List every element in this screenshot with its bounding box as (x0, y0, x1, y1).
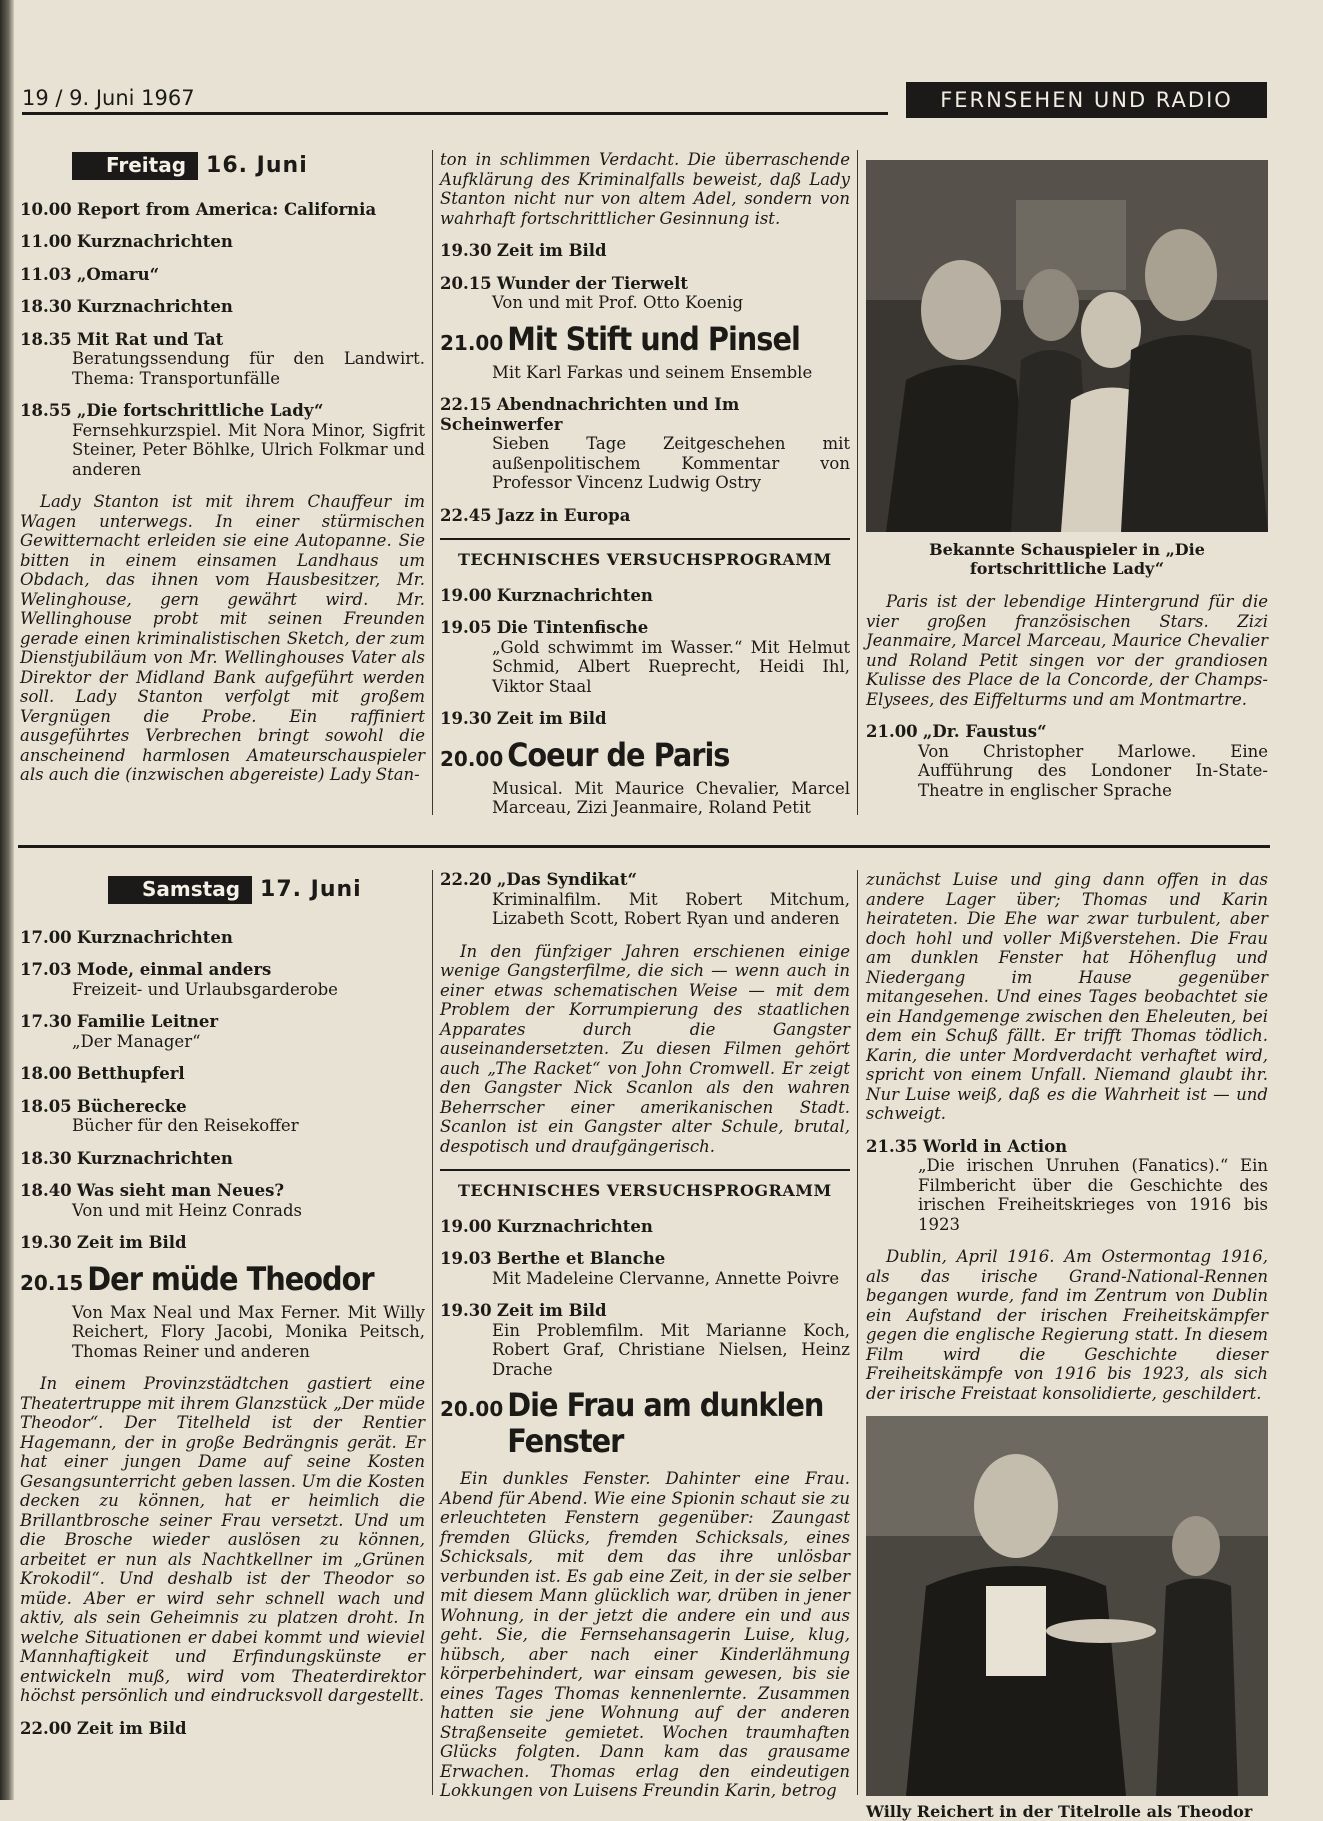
program-time: 18.55 (20, 401, 72, 420)
program-entry (440, 618, 850, 696)
program-time: 17.00 (20, 927, 72, 947)
friday-column-3 (866, 160, 1268, 813)
header-rule (22, 112, 888, 115)
program-title: Kurznachrichten (76, 232, 233, 251)
program-time: 19.00 (440, 585, 492, 605)
paris-text: Paris ist der lebendige Hintergrund für die vier großen französischen Stars. Zizi Jeanmaire, Marcel Marceau, Maurice Chevalier und Roland Petit singen vor der grandiosen Kulisse des Place de la Concorde, der Champs-Elysees, des Eiffelturms und am Montmartre. (866, 592, 1268, 709)
program-entry (20, 1097, 425, 1136)
program-time: 21.00 (866, 722, 918, 741)
lady-synopsis-cont: ton in schlimmen Verdacht. Die überraschende Aufklärung des Kriminalfalls beweist, daß Lady Stanton nicht nur von altem Adel, sondern von wahrhaft fortschrittlicher Gesinnung ist. (440, 150, 850, 228)
highlight-desc: Musical. Mit Maurice Chevalier, Marcel Marceau, Zizi Jeanmaire, Roland Petit (492, 778, 850, 817)
program-entry (20, 1233, 425, 1253)
program-entry (20, 1012, 425, 1051)
program-title: Mit Rat und Tat (76, 329, 224, 349)
program-entry (440, 1249, 850, 1288)
theodor-photo (866, 1416, 1268, 1796)
program-desc: Fernsehkurzspiel. Mit Nora Minor, Sigfrit Steiner, Peter Böhlke, Ulrich Folkmar und anderen (72, 420, 425, 479)
program-entry (440, 395, 850, 493)
program-desc: „Die irischen Unruhen (Fanatics).“ Ein Filmbericht über die Geschichte des irischen Freiheitskrieges von 1916 bis 1923 (918, 1156, 1268, 1234)
column-divider (432, 870, 433, 1795)
program-title: Zeit im Bild (496, 241, 607, 260)
day-separator-rule (18, 845, 1270, 848)
page-binding-edge (0, 0, 14, 1800)
program-entry (20, 1719, 425, 1739)
program-time: 17.03 (20, 960, 72, 979)
program-entry (440, 241, 850, 261)
folio-date: 19 / 9. Juni 1967 (22, 86, 195, 110)
highlight-program (440, 321, 850, 357)
theodor-synopsis: In einem Provinzstädtchen gastiert eine Theatertruppe mit ihrem Glanzstück „Der müde Theodor“. Der Titelheld ist der Rentier Hagemann, der in große Bedrängnis gerät. Er hat einer jungen Dame auf seine Kosten Gesangsunterricht geben lassen. Um die Kosten decken zu können, hat er heimlich die Brillantbrosche seiner Frau versetzt. Und um die Brosche wieder auslösen zu können, arbeitet er nun als Nachtkellner im „Grünen Krokodil“. Und deshalb ist der Theodor so müde. Aber er wird sehr schnell wach und aktiv, als sein Geheimnis zu platzen droht. In welche Situationen er dabei kommt und wieviel Mannhaftigkeit und Erfindungskünste er entwickeln muß, wird vom Theaterdirektor höchst persönlich und eindrucksvoll dargestellt. (20, 1374, 425, 1705)
theodor-photo-caption: Willy Reichert in der Titelrolle als Theodor (866, 1802, 1253, 1821)
program-title: Wunder der Tierwelt (496, 273, 689, 293)
program-entry (20, 928, 425, 948)
program-title: Kurznachrichten (76, 297, 233, 316)
saturday-label: Samstag (108, 876, 252, 904)
program-desc: „Der Manager“ (72, 1031, 201, 1051)
program-title: Kurznachrichten (496, 585, 653, 605)
program-time: 19.30 (20, 1233, 72, 1252)
program-time: 18.05 (20, 1096, 72, 1116)
saturday-day-header (108, 876, 425, 904)
program-time: 18.35 (20, 329, 72, 349)
program-desc: Von Christopher Marlowe. Eine Aufführung des Londoner In-State-Theatre in englischer Sprache (918, 741, 1268, 800)
program-time: 11.00 (20, 232, 72, 251)
column-divider (857, 870, 858, 1795)
program-entry (20, 200, 425, 220)
program-title: Jazz in Europa (496, 505, 631, 525)
program-title: „Das Syndikat“ (496, 870, 637, 889)
program-entry (20, 1064, 425, 1084)
program-title: Kurznachrichten (496, 1216, 653, 1236)
column-divider (432, 150, 433, 815)
program-time: 18.40 (20, 1181, 72, 1200)
program-time: 18.30 (20, 297, 72, 316)
program-time: 22.00 (20, 1718, 72, 1738)
program-entry (20, 401, 425, 479)
highlight-time: 20.00 (440, 1397, 504, 1421)
highlight-program (20, 1261, 425, 1297)
column-divider (857, 150, 858, 815)
program-desc: Mit Madeleine Clervanne, Annette Poivre (492, 1268, 840, 1288)
program-title: Zeit im Bild (76, 1233, 187, 1252)
program-time: 18.30 (20, 1148, 72, 1168)
page-header (22, 82, 1267, 122)
program-desc: Freizeit- und Urlaubsgarderobe (72, 979, 338, 999)
program-entry (440, 1217, 850, 1237)
friday-date: 16. Juni (206, 153, 308, 178)
dublin-text: Dublin, April 1916. Am Ostermontag 1916, als das irische Grand-National-Rennen begangen wurde, fand im Zentrum von Dublin ein Aufstand der irischen Freiheitskämpfer gegen die englische Regierung statt. In diesem Film wird die Geschichte dieser Freiheitskämpfe von 1916 bis 1923, als sich der irische Freistaat konsolidierte, geschildert. (866, 1247, 1268, 1403)
highlight-time: 21.00 (440, 330, 504, 355)
saturday-column-3 (866, 870, 1268, 1821)
program-time: 18.00 (20, 1064, 72, 1083)
highlight-program (440, 737, 850, 773)
program-title: Berthe et Blanche (496, 1249, 666, 1268)
program-time: 22.20 (440, 870, 492, 889)
section-title: FERNSEHEN UND RADIO (906, 82, 1267, 118)
program-entry (20, 232, 425, 252)
program-entry (440, 1301, 850, 1379)
program-time: 19.30 (440, 709, 492, 728)
program-time: 20.15 (440, 273, 492, 293)
program-time: 19.30 (440, 1301, 492, 1320)
saturday-column-1 (20, 876, 425, 1751)
program-title: Was sieht man Neues? (76, 1181, 285, 1200)
highlight-time: 20.00 (440, 746, 504, 771)
saturday-date: 17. Juni (260, 877, 362, 902)
highlight-title: Coeur de Paris (507, 735, 730, 774)
program-entry (866, 1137, 1268, 1235)
program-desc: Beratungssendung für den Landwirt. Thema: Transportunfälle (72, 349, 425, 388)
saturday-column-2 (440, 870, 850, 1814)
program-desc: Ein Problemfilm. Mit Marianne Koch, Robert Graf, Christiane Nielsen, Heinz Drache (492, 1320, 850, 1379)
program-desc: Von und mit Prof. Otto Koenig (492, 293, 744, 312)
highlight-desc: Mit Karl Farkas und seinem Ensemble (492, 362, 813, 382)
program-entry (440, 586, 850, 606)
program-entry (20, 1181, 425, 1220)
program-title: Kurznachrichten (76, 1148, 233, 1168)
program-desc: „Gold schwimmt im Wasser.“ Mit Helmut Schmid, Albert Rueprecht, Heidi Ihl, Viktor Staal (492, 637, 850, 696)
fenster-synopsis-cont: zunächst Luise und ging dann offen in das andere Lager über; Thomas und Karin heirateten. Die Ehe war zwar turbulent, aber doch hohl und voller Mißverstehen. Die Frau am dunklen Fenster hat Höhenflug und Niedergang im Hause gegenüber mitangesehen. Und eines Tages beobachtet sie ein Handgemenge zwischen den Eheleuten, bei dem ein Schuß fällt. Er trifft Thomas tödlich. Karin, die unter Mordverdacht verhaftet wird, spricht von einem Unfall. Niemand glaubt ihr. Nur Luise weiß, daß es die Wahrheit ist — und schweigt. (866, 870, 1268, 1123)
program-entry (20, 330, 425, 389)
friday-day-header (72, 152, 425, 180)
theodor-photo-image (866, 1416, 1268, 1796)
lady-photo-caption: Bekannte Schauspieler in „Die fortschrittliche Lady“ (929, 540, 1205, 578)
syndikat-synopsis: In den fünfziger Jahren erschienen einige wenige Gangsterfilme, die sich — wenn auch in einer etwas schematischen Weise — mit dem Problem der Korrumpierung des staatlichen Apparates durch die Gangster auseinandersetzten. Zu diesen Filmen gehört auch „The Racket“ von John Cromwell. Er zeigt den Gangster Nick Scanlon als den wahren Beherrscher einer amerikanischen Stadt. Scanlon ist ein Gangster alter Schule, brutal, despotisch und draufgängerisch. (440, 941, 850, 1156)
program-desc: Von und mit Heinz Conrads (72, 1200, 303, 1220)
program-entry (440, 274, 850, 313)
highlight-desc: Von Max Neal und Max Ferner. Mit Willy Reichert, Flory Jacobi, Monika Peitsch, Thomas Reiner und anderen (72, 1302, 425, 1361)
program-time: 11.03 (20, 264, 72, 284)
lady-synopsis: Lady Stanton ist mit ihrem Chauffeur im Wagen unterwegs. In einer stürmischen Gewitternacht erleiden sie eine Autopanne. Sie bitten in einem einsamen Landhaus um Obdach, das ihnen vom Hausbesitzer, Mr. Welinghouse, gern gewährt wird. Mr. Wellinghouse probt mit seinen Freunden gerade einen kriminalistischen Sketch, der zum Dienstjubiläum von Mr. Wellinghouses Vater als Direktor der Midland Bank aufgeführt werden soll. Lady Stanton verfolgt mit großem Vergnügen die Probe. Ein raffiniert ausgeführtes Verbrechen bringt sowohl die anscheinend harmlosen Amateurschauspieler als auch die (inzwischen abgereiste) Lady Stan- (20, 492, 425, 784)
program-title: Zeit im Bild (496, 1301, 607, 1320)
program-entry (20, 1149, 425, 1169)
program-desc: Bücher für den Reisekoffer (72, 1116, 299, 1135)
friday-label: Freitag (72, 152, 198, 180)
program-time: 10.00 (20, 199, 72, 219)
program-entry (866, 722, 1268, 800)
program-entry (20, 265, 425, 285)
highlight-title: Die Frau am dunklen Fenster (507, 1386, 824, 1460)
program-desc: Sieben Tage Zeitgeschehen mit außenpolitischem Kommentar von Professor Vincenz Ludwig Ostry (492, 434, 850, 492)
program-time: 19.05 (440, 618, 492, 637)
program-entry (440, 709, 850, 729)
program-title: „Die fortschrittliche Lady“ (76, 401, 324, 420)
highlight-title: Mit Stift und Pinsel (507, 319, 800, 358)
program-entry (20, 960, 425, 999)
fenster-synopsis: Ein dunkles Fenster. Dahinter eine Frau. Abend für Abend. Wie eine Spionin schaut sie zu erleuchteten Fenstern gegenüber: Zaungast fremden Glücks, fremden Schicksals, eines Schicksals, mit dem das ihre unlösbar verbunden ist. Es gab eine Zeit, in der sie selber mit diesem Mann glücklich war, drüben in jener Wohnung, in der jetzt die andere ein und aus geht. Sie, die Fernsehansagerin Luise, klug, hübsch, aber nach einer Kinderlähmung körperbehindert, war einsam gewesen, bis sie eines Tages Thomas kennenlernte. Zusammen hatten sie jene Wohnung auf der anderen Straßenseite gemietet. Wochen traumhaften Glücks folgten. Dann kam das grausame Erwachen. Thomas erlag den eindeutigen Lokkungen von Luisens Freundin Karin, betrog (440, 1469, 850, 1800)
program-time: 19.30 (440, 241, 492, 260)
program-title: Kurznachrichten (76, 927, 233, 947)
program-title: Familie Leitner (76, 1012, 219, 1031)
program-time: 21.35 (866, 1136, 918, 1156)
program-title: „Dr. Faustus“ (922, 722, 1047, 741)
program-time: 17.30 (20, 1012, 72, 1031)
program-title: Betthupferl (76, 1064, 185, 1083)
tech-program-heading: TECHNISCHES VERSUCHSPROGRAMM (440, 538, 850, 580)
program-title: World in Action (922, 1136, 1068, 1156)
program-title: Bücherecke (76, 1096, 187, 1116)
lady-photo-image (866, 160, 1268, 532)
program-title: „Omaru“ (76, 264, 160, 284)
friday-column-1 (20, 152, 425, 798)
program-title: Abendnachrichten und Im Scheinwerfer (440, 395, 740, 434)
tech-program-heading: TECHNISCHES VERSUCHSPROGRAMM (440, 1169, 850, 1211)
program-desc: Kriminalfilm. Mit Robert Mitchum, Lizabeth Scott, Robert Ryan und anderen (492, 889, 850, 928)
program-time: 22.15 (440, 395, 492, 414)
highlight-title: Der müde Theodor (87, 1259, 374, 1298)
highlight-time: 20.15 (20, 1270, 84, 1295)
program-time: 22.45 (440, 505, 492, 525)
program-title: Zeit im Bild (76, 1718, 187, 1738)
program-entry (20, 297, 425, 317)
program-entry (440, 506, 850, 526)
program-title: Report from America: California (76, 199, 377, 219)
program-title: Die Tintenfische (496, 618, 649, 637)
program-entry (440, 870, 850, 929)
program-time: 19.03 (440, 1249, 492, 1268)
friday-column-2 (440, 150, 850, 831)
highlight-program (440, 1387, 850, 1459)
program-title: Zeit im Bild (496, 709, 607, 728)
program-time: 19.00 (440, 1216, 492, 1236)
program-title: Mode, einmal anders (76, 960, 272, 979)
lady-photo (866, 160, 1268, 532)
